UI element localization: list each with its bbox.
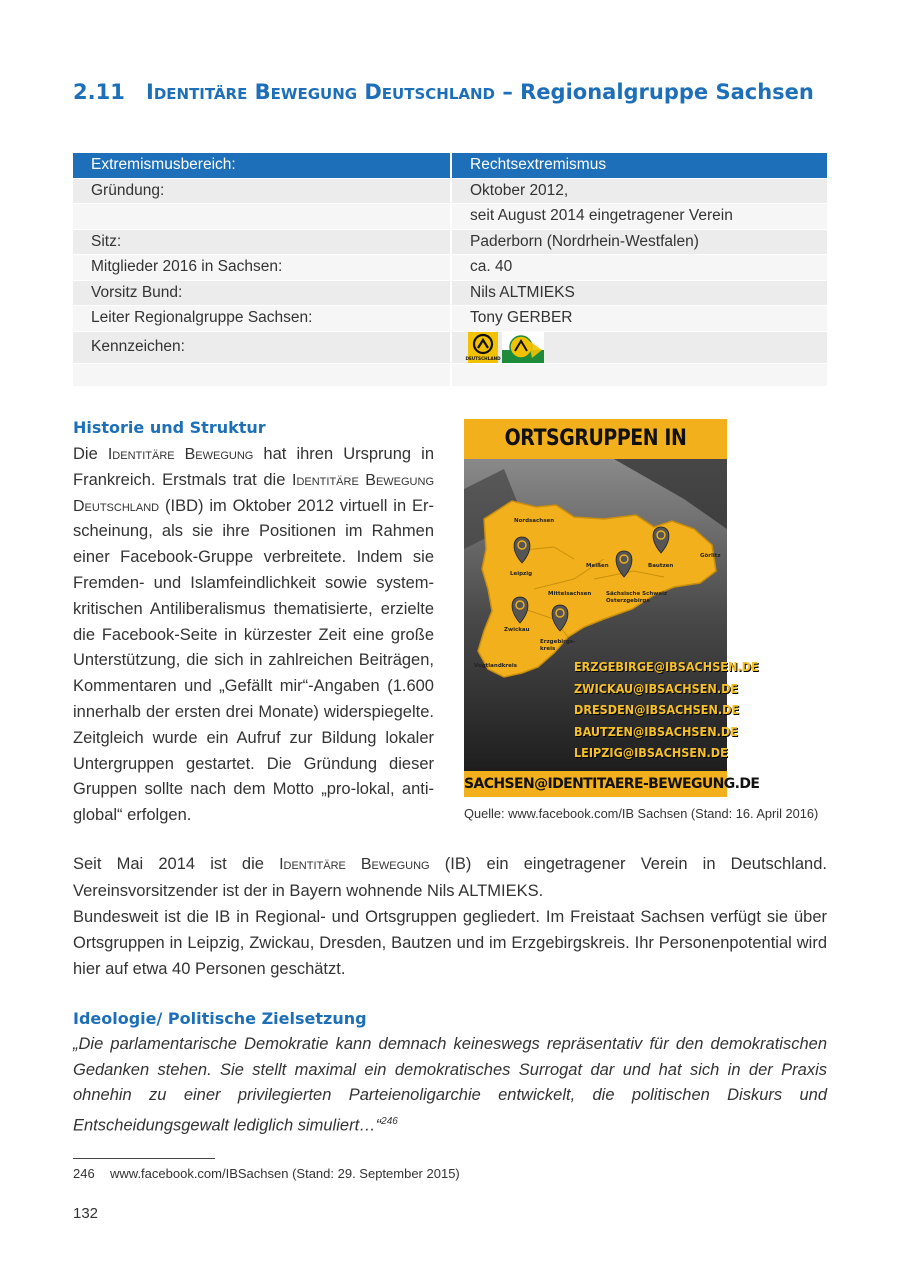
table-row [73, 255, 827, 281]
region-label: kreis [540, 646, 556, 652]
table-row [73, 204, 827, 230]
email-line: LEIPZIG@IBSACHSEN.DE [574, 745, 728, 760]
ideology-quote [73, 1032, 827, 1139]
footnote-text: www.facebook.com/IBSachsen (Stand: 29. September 2015) [110, 1166, 460, 1181]
row-label: Sitz: [73, 230, 452, 256]
email-line: BAUTZEN@IBSACHSEN.DE [574, 723, 738, 739]
email-line: ERZGEBIRGE@IBSACHSEN.DE [574, 659, 759, 674]
region-label: Erzgebirgs- [540, 639, 576, 645]
row-value: Oktober 2012, [452, 179, 827, 205]
region-label: Leipzig [510, 571, 533, 577]
empty-cell [73, 364, 452, 387]
header-cell-value: Rechtsextremismus [452, 153, 827, 179]
table-header-row [73, 153, 827, 179]
footnote [73, 1166, 460, 1181]
paragraph [73, 851, 827, 904]
section-number: 2.11 [73, 80, 125, 104]
region-label: Görlitz [700, 553, 721, 559]
row-label: Mitglieder 2016 in Sachsen: [73, 255, 452, 281]
paragraph: Bundesweit ist die IB in Regional- und Ortsgruppen gegliedert. Im Freistaat Sachsen verfügt sie über Ortsgruppen in Leipzig, Zwickau, Dresden, Bautzen und im Erzgebirgskreis. Ihr Personenpotential wird hier auf etwa 40 Personen geschätzt. [73, 908, 827, 978]
table-row [73, 230, 827, 256]
region-label: Osterzgebirge [606, 598, 651, 604]
region-label: Bautzen [648, 563, 674, 569]
org-name-smallcaps: Identitäre Bewegung Deutschland [73, 471, 434, 515]
regional-logo-icon [502, 332, 544, 363]
email-list [574, 656, 759, 764]
heading-subtitle: – Regionalgruppe Sachsen [495, 80, 814, 104]
section-heading [73, 80, 814, 104]
region-label: Meißen [586, 563, 609, 569]
text-run: hat ihren Ursprung in Frankreich. Erstmals trat die [73, 445, 435, 489]
email-line: ZWICKAU@IBSACHSEN.DE [574, 680, 739, 696]
image-caption: Quelle: www.facebook.com/IB Sachsen (Stand: 16. April 2016) [464, 806, 819, 821]
row-value: Paderborn (Nordrhein-Westfalen) [452, 230, 827, 256]
region-label: Nordsachsen [514, 518, 555, 524]
row-value: ca. 40 [452, 255, 827, 281]
logo-caption: DEUTSCHLAND [465, 355, 501, 361]
ortsgruppen-poster [464, 419, 760, 797]
email-line: DRESDEN@IBSACHSEN.DE [574, 702, 740, 717]
footnote-number: 246 [73, 1166, 95, 1181]
row-value: seit August 2014 eingetragener Verein [452, 204, 827, 230]
table-row [73, 179, 827, 205]
kennzeichen-logos [452, 332, 827, 364]
header-cell-label: Extremismusbereich: [73, 153, 452, 179]
quote-text: „Die parlamentarische Demokratie kann demnach keineswegs repräsentativ für den demokratischen Gedanken stehen. Sie stellt maximal ein demokratisches Surrogat dar und hat sich in der Praxis ohnehin zu einer privilegierten Parteienoligarchie entwickelt, die politischen Diskurs und Entscheidungsgewalt lediglich simuliert…“ [73, 1035, 827, 1135]
heading-org-name: Identitäre Bewegung Deutschland [146, 80, 496, 104]
org-name-smallcaps: Identitäre Bewegung [279, 856, 430, 873]
table-row-empty [73, 364, 827, 387]
region-label: Zwickau [504, 627, 530, 633]
table-row [73, 281, 827, 307]
text-run: (IBD) im Oktober 2012 virtuell in Erscheinung, als sie ihre Positionen im Rahmen einer Facebook-Gruppe verbreitete. Indem sie Fremden- und Islamfeindlichkeit sowie systemkritischen Antiliberalismus thematisierte, erzielte die Facebook-Seite in kürzester Zeit eine große Unterstützung, die sich in zahlreichen Beiträgen, Kommentaren und „Gefällt mir“-Angaben (1.600 innerhalb der ersten drei Monate) widerspiegelte. Zeitgleich wurde ein Aufruf zur Bildung lokaler Untergruppen gestartet. Die Gründung dieser Gruppen sollte nach dem Motto „pro-lokal, anti-global“ erfolgen. [73, 496, 434, 825]
row-label: Leiter Regionalgruppe Sachsen: [73, 306, 452, 332]
row-label: Gründung: [73, 179, 452, 205]
poster-title: ORTSGRUPPEN IN [482, 419, 708, 459]
row-value: Nils ALTMIEKS [452, 281, 827, 307]
text-run: Seit Mai 2014 ist die [73, 855, 280, 873]
subheading-historie: Historie und Struktur [73, 418, 266, 437]
text-run: Die [73, 445, 108, 463]
footnote-divider [73, 1158, 215, 1159]
lambda-logo-icon [465, 332, 501, 363]
page-number: 132 [73, 1205, 99, 1222]
region-label: Mittelsachsen [548, 591, 592, 597]
region-label: Sächsische Schweiz [606, 591, 668, 597]
historie-paragraph [73, 442, 434, 829]
poster-footer: SACHSEN@IDENTITAERE-BEWEGUNG.DE [464, 771, 727, 797]
row-label: Vorsitz Bund: [73, 281, 452, 307]
subheading-ideologie: Ideologie/ Politische Zielsetzung [73, 1009, 367, 1028]
empty-cell [452, 364, 827, 387]
table-row [73, 306, 827, 332]
region-label: Vogtlandkreis [474, 663, 518, 669]
row-value: Tony GERBER [452, 306, 827, 332]
table-row-kennzeichen [73, 332, 827, 364]
row-label: Kennzeichen: [73, 332, 452, 364]
org-name-smallcaps: Identitäre Bewegung [107, 446, 254, 463]
row-label [73, 204, 452, 230]
info-table [73, 153, 827, 387]
footnote-ref[interactable]: 246 [381, 1115, 398, 1127]
text-run: (IB) ein eingetragener Verein in Deutschland. Vereinsvorsitzender ist der in Bayern wohnende Nils ALTMIEKS. [73, 855, 827, 900]
structure-paragraphs [73, 851, 827, 982]
